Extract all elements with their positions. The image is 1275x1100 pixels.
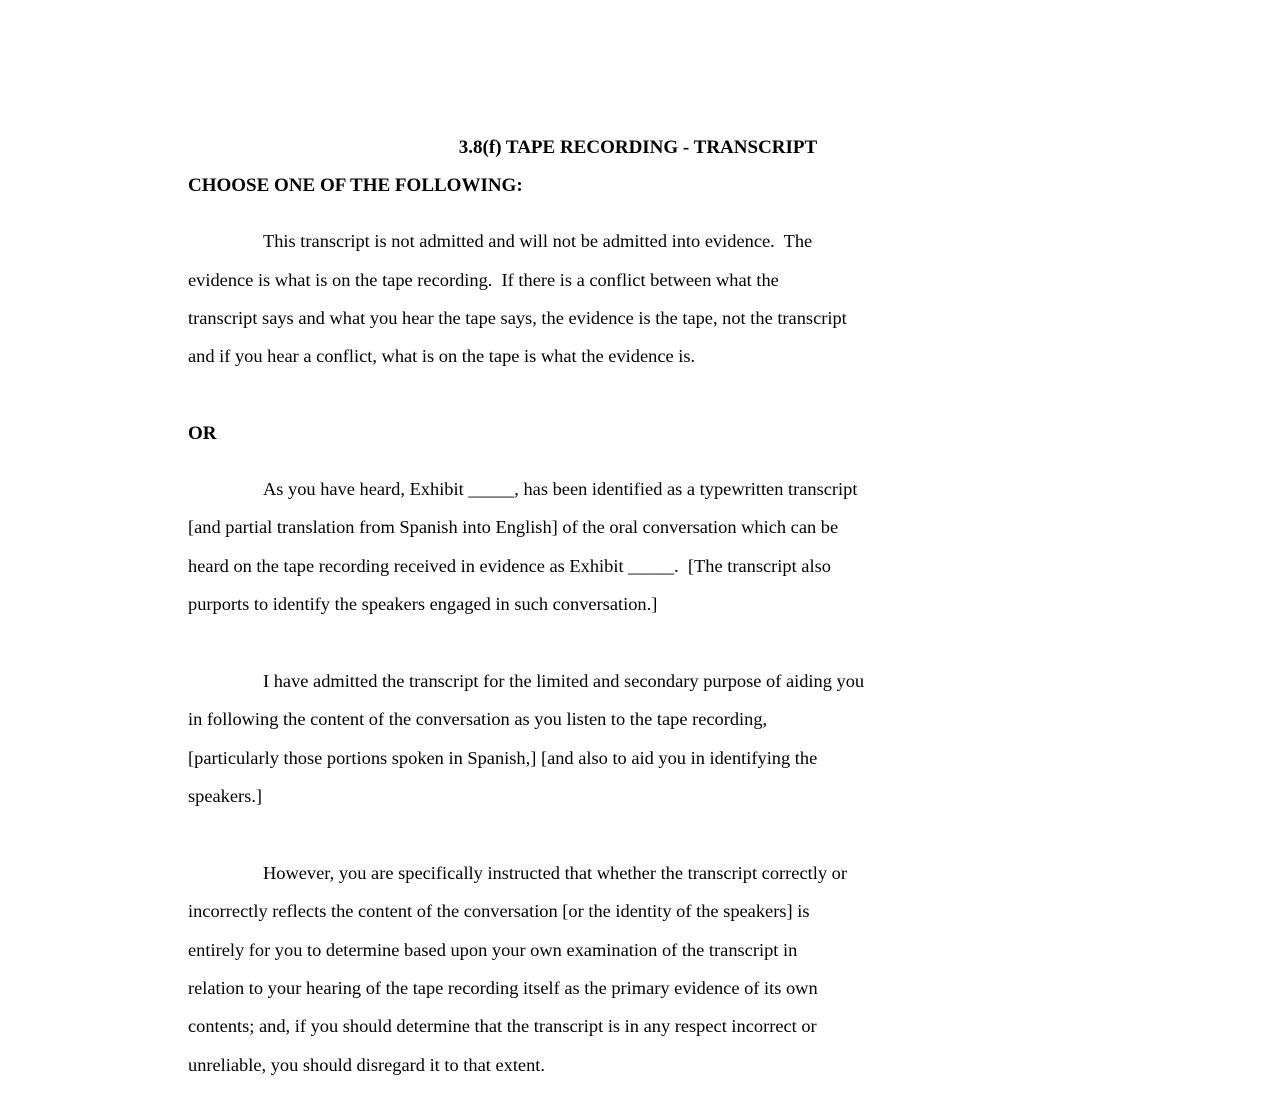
option-b-p2-line-3: [particularly those portions spoken in Spanish,] [and also to aid you in identifying the <box>188 747 818 768</box>
option-b-p3-line-1: However, you are specifically instructed that whether the transcript correctly or <box>263 862 847 883</box>
option-b-p1-line-4: purports to identify the speakers engaged in such conversation.] <box>188 594 658 615</box>
option-a-line-1: This transcript is not admitted and will not be admitted into evidence. The <box>263 231 813 252</box>
option-b-p2-line-1: I have admitted the transcript for the limited and secondary purpose of aiding you <box>263 670 865 691</box>
option-b-paragraph-3 <box>188 844 1088 1094</box>
option-b-p3-line-4: relation to your hearing of the tape recording itself as the primary evidence of its own <box>188 977 818 998</box>
option-b-p3-line-3: entirely for you to determine based upon your own examination of the transcript in <box>188 939 798 960</box>
option-b-p2-line-4: speakers.] <box>188 786 263 807</box>
option-b-p3-line-2: incorrectly reflects the content of the conversation [or the identity of the speakers] is <box>188 901 810 922</box>
option-a-line-3: transcript says and what you hear the tape says, the evidence is the tape, not the transcript <box>188 308 847 329</box>
option-b-p3-line-6: unreliable, you should disregard it to that extent. <box>188 1054 546 1075</box>
option-a-paragraph <box>188 213 1088 386</box>
option-a-line-4: and if you hear a conflict, what is on the tape is what the evidence is. <box>188 346 696 367</box>
or-heading: OR <box>188 422 217 444</box>
option-b-p1-line-3: heard on the tape recording received in evidence as Exhibit _____. [The transcript also <box>188 555 831 576</box>
option-b-p3-line-5: contents; and, if you should determine that the transcript is in any respect incorrect or <box>188 1016 817 1037</box>
option-b-p2-line-2: in following the content of the conversation as you listen to the tape recording, <box>188 709 768 730</box>
choose-heading: CHOOSE ONE OF THE FOLLOWING: <box>188 175 523 196</box>
option-b-p1-line-1: As you have heard, Exhibit _____, has been identified as a typewritten transcript <box>263 479 858 500</box>
option-b-p1-line-2: [and partial translation from Spanish into English] of the oral conversation which can be <box>188 517 839 538</box>
page-title: 3.8(f) TAPE RECORDING - TRANSCRIPT <box>458 137 818 158</box>
option-b-paragraph-1 <box>188 461 1088 634</box>
option-b-paragraph-2 <box>188 653 1088 826</box>
option-a-line-2: evidence is what is on the tape recording. If there is a conflict between what the <box>188 269 779 290</box>
document-page <box>188 136 1088 1094</box>
